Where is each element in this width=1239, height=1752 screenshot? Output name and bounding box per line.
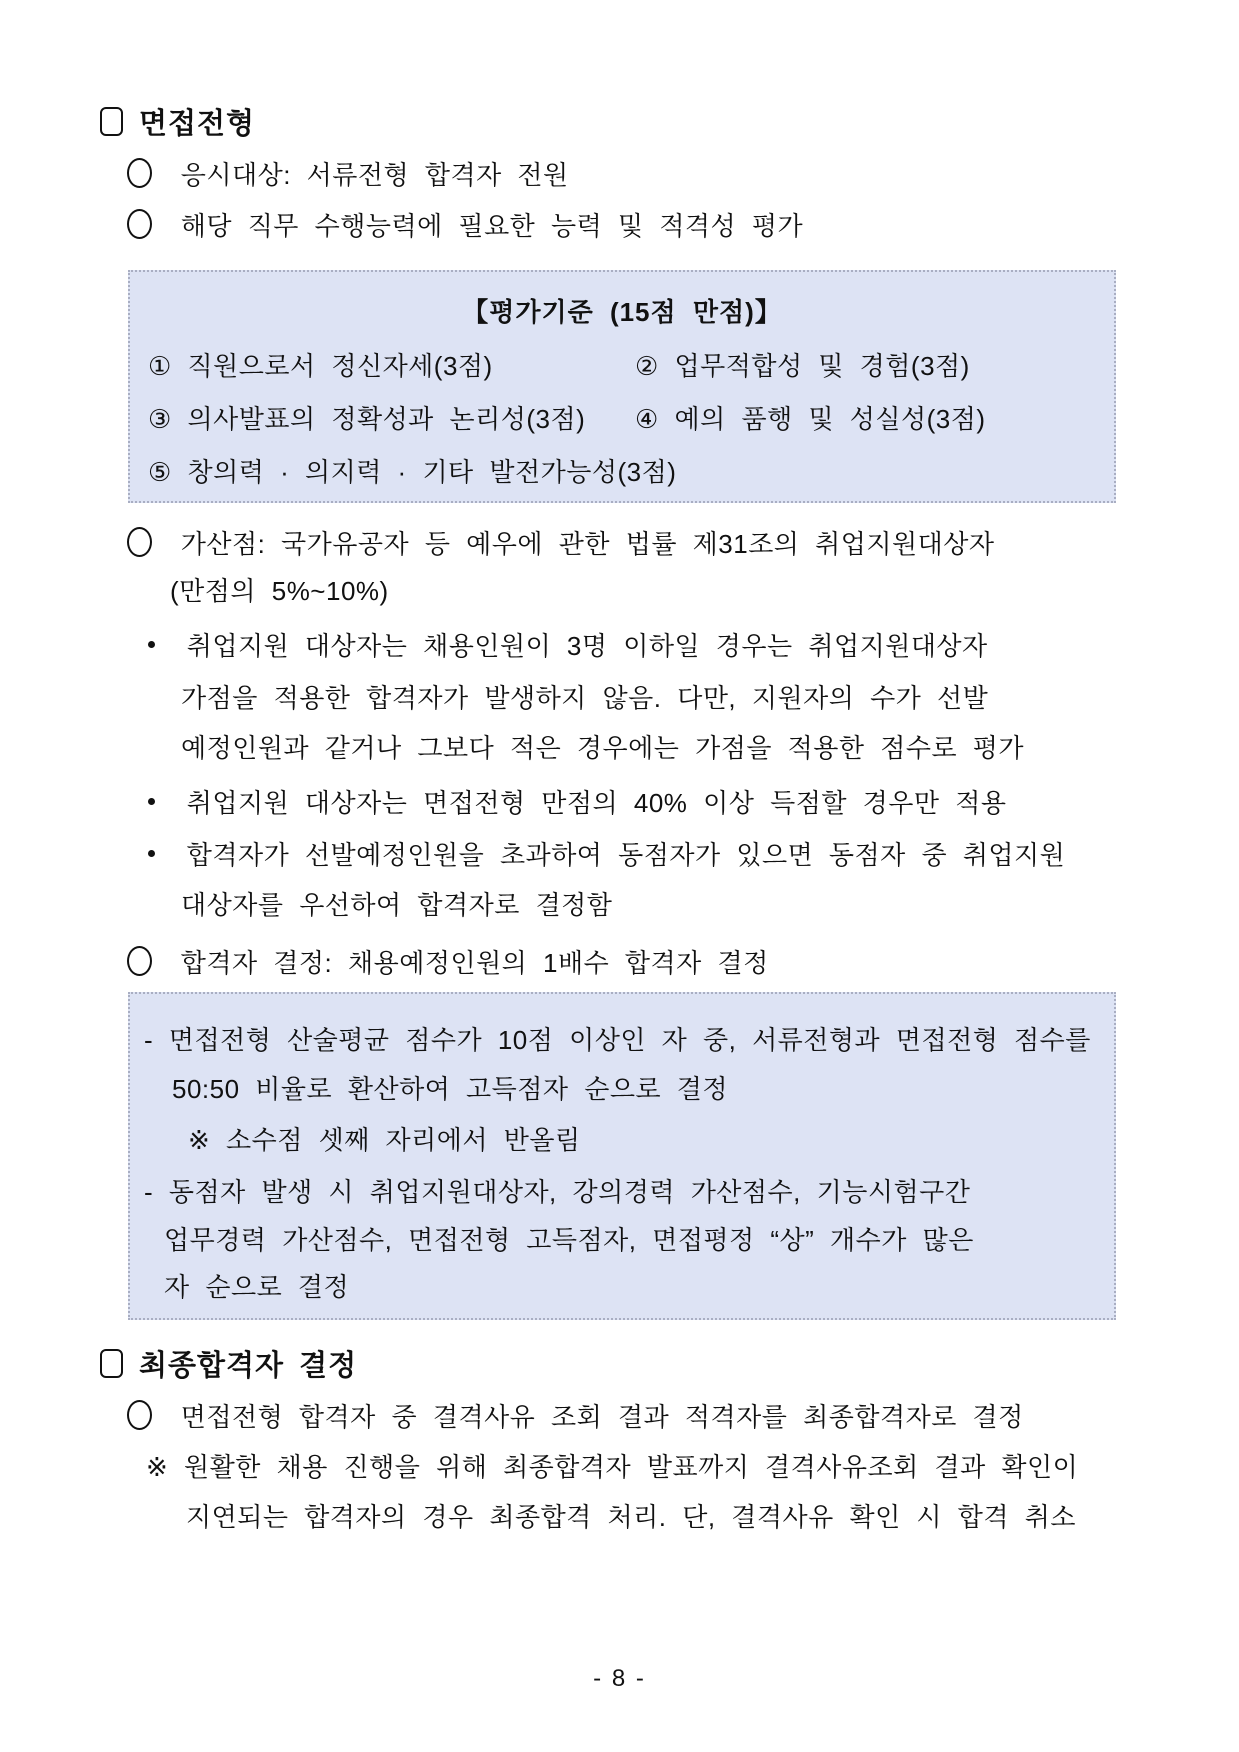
list-item-target xyxy=(127,158,569,191)
bonus-bullet-3 xyxy=(148,841,1065,871)
bonus-bullet-2 xyxy=(148,789,1006,819)
list-item-pass-decision xyxy=(127,946,769,979)
criteria-box-title: 【평가기준 (15점 만점)】 xyxy=(462,297,782,327)
list-item-text: 면접전형 합격자 중 결격사유 조회 결과 적격자를 최종합격자로 결정 xyxy=(180,1402,1024,1432)
circle-bullet-icon xyxy=(127,158,152,188)
circle-bullet-icon xyxy=(127,527,152,557)
bonus-bullet-1-cont-1: 가점을 적용한 합격자가 발생하지 않음. 다만, 지원자의 수가 선발 xyxy=(181,683,989,713)
list-item-text: 합격자 결정: 채용예정인원의 1배수 합격자 결정 xyxy=(180,948,769,978)
decision-line-3: - 동점자 발생 시 취업지원대상자, 강의경력 가산점수, 기능시험구간 xyxy=(144,1177,971,1207)
final-note-line-1: ※ 원활한 채용 진행을 위해 최종합격자 발표까지 결격사유조회 결과 확인이 xyxy=(146,1452,1079,1482)
list-item-text: 해당 직무 수행능력에 필요한 능력 및 적격성 평가 xyxy=(180,211,804,241)
page-number: - 8 - xyxy=(593,1665,646,1692)
bullet-text: 합격자가 선발예정인원을 초과하여 동점자가 있으면 동점자 중 취업지원 xyxy=(186,840,1066,870)
bullet-text: 취업지원 대상자는 면접전형 만점의 40% 이상 득점할 경우만 적용 xyxy=(186,788,1007,818)
dot-bullet-icon xyxy=(148,850,155,857)
list-item-bonus xyxy=(127,527,994,560)
circle-bullet-icon xyxy=(127,209,152,239)
list-item-eval xyxy=(127,209,803,242)
bullet-text: 취업지원 대상자는 채용인원이 3명 이하일 경우는 취업지원대상자 xyxy=(186,631,988,661)
section-heading-interview xyxy=(100,101,255,142)
list-item-text: 응시대상: 서류전형 합격자 전원 xyxy=(180,160,569,190)
decision-line-4: 업무경력 가산점수, 면접전형 고득점자, 면접평정 “상” 개수가 많은 xyxy=(164,1225,974,1255)
decision-line-1: - 면접전형 산술평균 점수가 10점 이상인 자 중, 서류전형과 면접전형 점수를 xyxy=(144,1025,1091,1055)
criteria-item-1: ① 직원으로서 정신자세(3점) xyxy=(148,351,493,381)
decision-box xyxy=(128,992,1116,1320)
dot-bullet-icon xyxy=(148,641,155,648)
criteria-item-3: ③ 의사발표의 정확성과 논리성(3점) xyxy=(148,404,586,434)
decision-line-2: 50:50 비율로 환산하여 고득점자 순으로 결정 xyxy=(172,1074,729,1104)
bonus-subline: (만점의 5%~10%) xyxy=(170,576,389,606)
criteria-box xyxy=(128,270,1116,503)
decision-note: ※ 소수점 셋째 자리에서 반올림 xyxy=(188,1125,581,1155)
final-note-line-2: 지연되는 합격자의 경우 최종합격 처리. 단, 결격사유 확인 시 합격 취소 xyxy=(186,1502,1076,1532)
list-item-text: 가산점: 국가유공자 등 예우에 관한 법률 제31조의 취업지원대상자 xyxy=(180,529,995,559)
bonus-bullet-1 xyxy=(148,632,988,662)
square-bullet-icon xyxy=(100,1349,123,1378)
decision-line-5: 자 순으로 결정 xyxy=(164,1272,350,1302)
bonus-bullet-3-cont: 대상자를 우선하여 합격자로 결정함 xyxy=(181,890,613,920)
criteria-item-5: ⑤ 창의력 · 의지력 · 기타 발전가능성(3점) xyxy=(148,457,677,487)
section-heading-text: 면접전형 xyxy=(139,108,256,140)
section-heading-final xyxy=(100,1343,357,1384)
bonus-bullet-1-cont-2: 예정인원과 같거나 그보다 적은 경우에는 가점을 적용한 점수로 평가 xyxy=(181,733,1025,763)
final-list-item xyxy=(127,1400,1024,1433)
dot-bullet-icon xyxy=(148,798,155,805)
circle-bullet-icon xyxy=(127,1400,152,1430)
criteria-item-2: ② 업무적합성 및 경험(3점) xyxy=(635,351,970,381)
criteria-item-4: ④ 예의 품행 및 성실성(3점) xyxy=(635,404,986,434)
square-bullet-icon xyxy=(100,107,123,136)
section-heading-text: 최종합격자 결정 xyxy=(139,1350,358,1382)
circle-bullet-icon xyxy=(127,946,152,976)
